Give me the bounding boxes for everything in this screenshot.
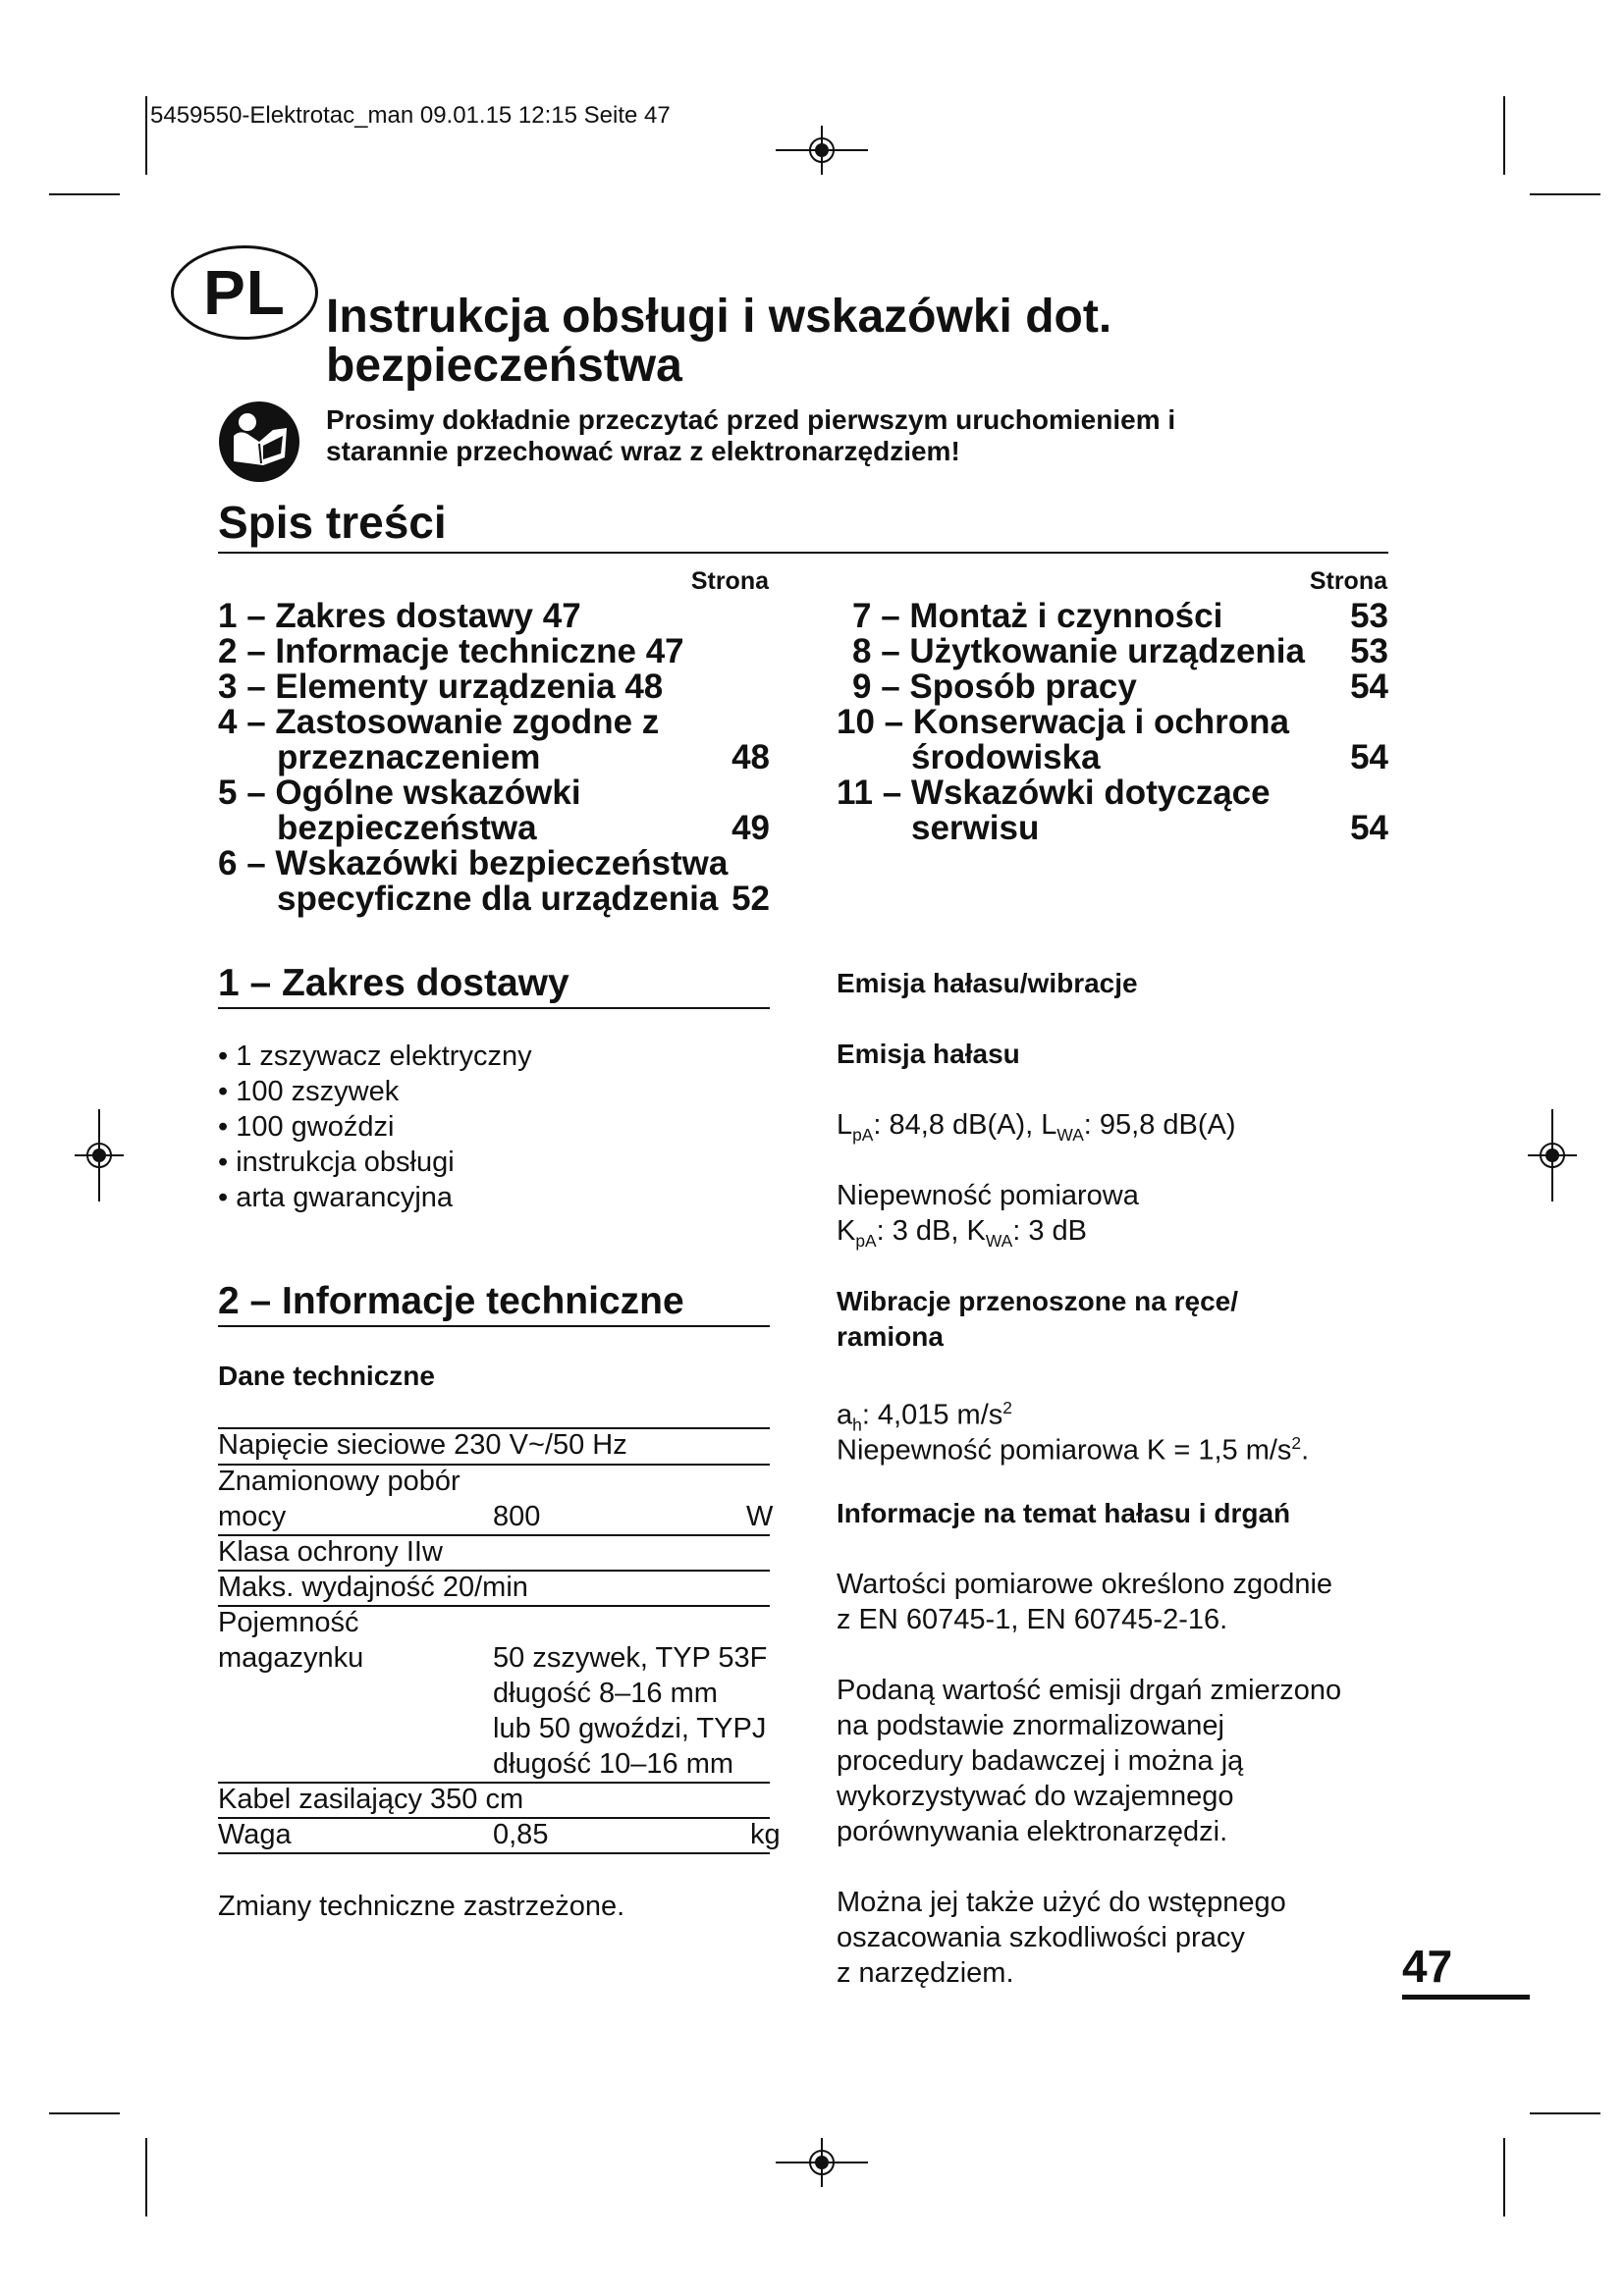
uncertainty-values: $K_{pA}$: 3 dB, $K_{WA}$: 3 dB (837, 1215, 1088, 1251)
toc-page: 54 (1350, 667, 1388, 706)
vibration-uncertainty: Niepewność pomiarowa K = 1,5 $m/s^2$. (837, 1433, 1310, 1467)
text-line: procedury badawczej i można ją (837, 1745, 1244, 1777)
toc-right (837, 599, 1388, 854)
kpa-sub: pA (855, 1230, 877, 1251)
ah-sub: h (852, 1415, 862, 1435)
toc-entry: 7 – Montaż i czynności (852, 597, 1223, 635)
table-cell: kg (750, 1819, 781, 1850)
text-line: oszacowania szkodliwości pracy (837, 1922, 1245, 1953)
toc-page: 49 (731, 809, 770, 847)
lwa-value: : 95,8 dB(A) (1083, 1109, 1236, 1141)
title-line-1: Instrukcja obsługi i wskazówki dot. (326, 291, 1112, 343)
toc-entry: środowiska (911, 738, 1101, 776)
table-rule (218, 1852, 770, 1854)
table-cell: mocy (218, 1501, 287, 1532)
text-line: na podstawie znormalizowanej (837, 1710, 1224, 1741)
toc-entry: 9 – Sposób pracy (852, 667, 1137, 706)
toc-entry: serwisu (911, 809, 1040, 847)
toc-page-label-right: Strona (1309, 567, 1387, 595)
vibration-value: $a_h$: 4,015 $m/s^2$ (837, 1398, 1012, 1435)
table-cell: Waga (218, 1819, 292, 1850)
text-line: z narzędziem. (837, 1957, 1014, 1989)
registration-mark-icon (776, 2138, 868, 2187)
toc-page: 53 (1350, 632, 1388, 670)
table-cell: 0,85 (493, 1819, 549, 1850)
table-cell: W (746, 1501, 774, 1532)
section-1-heading: 1 – Zakres dostawy (218, 962, 569, 1004)
warning-line-2: starannie przechować wraz z elektronarzędziem! (326, 436, 960, 466)
crop-mark (49, 193, 120, 195)
crop-mark (1530, 193, 1600, 195)
registration-mark-icon (75, 1109, 124, 1201)
toc-entry: specyficzne dla urządzenia (277, 880, 719, 918)
table-cell: 50 zszywek, TYP 53F (493, 1642, 768, 1674)
list-item: • 100 zszywek (218, 1074, 768, 1109)
lpa-sub: pA (852, 1124, 874, 1145)
vibration-heading-2: ramiona (837, 1321, 944, 1352)
info-heading: Informacje na temat hałasu i drgań (837, 1498, 1291, 1528)
tech-data-table (218, 1427, 782, 1859)
table-cell: długość 8–16 mm (493, 1678, 718, 1709)
toc-entry: 6 – Wskazówki bezpieczeństwa (218, 844, 729, 882)
registration-mark-icon (776, 126, 868, 175)
toc-entry: 8 – Użytkowanie urządzenia (852, 632, 1305, 670)
section-2-rule (218, 1325, 770, 1327)
toc-entry: bezpieczeństwa (277, 809, 537, 847)
text-line: Można jej także użyć do wstępnego (837, 1887, 1286, 1918)
table-cell: lub 50 gwoździ, TYPJ (493, 1713, 767, 1744)
kwa-value: : 3 dB (1012, 1215, 1088, 1247)
table-cell: Pojemność (218, 1607, 359, 1638)
safety-warning (326, 404, 1308, 467)
emission-heading: Emisja hałasu (837, 1039, 1020, 1069)
tech-data-subheading: Dane techniczne (218, 1361, 435, 1391)
toc-rule (218, 552, 1388, 554)
vibration-heading-1: Wibracje przenoszone na ręce/ (837, 1286, 1238, 1316)
toc-entry: 5 – Ogólne wskazówki (218, 774, 581, 812)
toc-page: 48 (731, 738, 770, 776)
tech-note: Zmiany techniczne zastrzeżone. (218, 1891, 625, 1922)
toc-entry: 11 – Wskazówki dotyczące (837, 774, 1271, 812)
toc-page: 52 (731, 880, 770, 918)
table-cell: magazynku (218, 1642, 364, 1674)
crop-mark (1503, 96, 1505, 175)
text-line: Wartości pomiarowe określono zgodnie (837, 1569, 1333, 1600)
table-row: Klasa ochrony IIw (218, 1536, 443, 1568)
uncert2-end: . (1301, 1434, 1310, 1467)
warning-line-1: Prosimy dokładnie przeczytać przed pierwszym uruchomieniem i (326, 404, 1176, 435)
registration-mark-icon (1528, 1109, 1577, 1201)
toc-entry: 4 – Zastosowanie zgodne z (218, 703, 660, 741)
text-line: porównywania elektronarzędzi. (837, 1816, 1228, 1847)
table-cell: długość 10–16 mm (493, 1748, 734, 1780)
read-manual-icon (218, 400, 300, 483)
page-number: 47 (1402, 1941, 1453, 1992)
table-row: Maks. wydajność 20/min (218, 1572, 528, 1603)
lwa-sub: WA (1056, 1124, 1084, 1145)
list-item: • 100 gwoździ (218, 1109, 768, 1145)
paragraph-3 (837, 1885, 1286, 1991)
toc-entry: 2 – Informacje techniczne 47 (218, 632, 684, 670)
crop-mark (145, 2138, 147, 2216)
text-line: z EN 60745-1, EN 60745-2-16. (837, 1604, 1228, 1635)
toc-page-label-left: Strona (690, 567, 769, 595)
toc-page: 54 (1350, 809, 1388, 847)
uncertainty-label: Niepewność pomiarowa (837, 1180, 1139, 1211)
language-badge: PL (171, 245, 318, 340)
lpa-value: : 84,8 dB(A), L (873, 1109, 1057, 1141)
crop-mark (1503, 2138, 1505, 2216)
paragraph-2 (837, 1673, 1341, 1849)
ah-value: : 4,015 m/s (861, 1399, 1003, 1431)
noise-heading: Emisja hałasu/wibracje (837, 968, 1138, 998)
crop-mark (49, 2112, 120, 2114)
table-row: Napięcie sieciowe 230 V~/50 Hz (218, 1429, 627, 1461)
toc-heading: Spis treści (218, 497, 447, 548)
kpa-value: : 3 dB, K (876, 1215, 986, 1247)
toc-entry: przeznaczeniem (277, 738, 541, 776)
table-cell: 800 (493, 1501, 541, 1532)
title-line-2: bezpieczeństwa (326, 340, 682, 392)
list-item: • arta gwarancyjna (218, 1180, 768, 1215)
toc-entry: 1 – Zakres dostawy 47 (218, 597, 581, 635)
kwa-sub: WA (985, 1230, 1013, 1251)
toc-left (218, 599, 770, 923)
crop-mark (145, 96, 147, 175)
section-1-rule (218, 1007, 770, 1009)
toc-entry: 10 – Konserwacja i ochrona (837, 703, 1290, 741)
list-item: • instrukcja obsługi (218, 1145, 768, 1180)
page-title (326, 293, 1210, 391)
toc-page: 53 (1350, 597, 1388, 635)
table-cell: Znamionowy pobór (218, 1466, 460, 1497)
toc-page: 54 (1350, 738, 1388, 776)
paragraph-1 (837, 1567, 1332, 1637)
table-row: Kabel zasilający 350 cm (218, 1784, 524, 1815)
delivery-list (218, 1039, 768, 1215)
text-line: Podaną wartość emisji drgań zmierzono (837, 1675, 1342, 1706)
list-item: • 1 zszywacz elektryczny (218, 1039, 768, 1074)
page-number-rule (1402, 1995, 1530, 2000)
text-line: wykorzystywać do wzajemnego (837, 1781, 1234, 1812)
crop-mark (1530, 2112, 1600, 2114)
section-2-heading: 2 – Informacje techniczne (218, 1280, 684, 1322)
toc-entry: 3 – Elementy urządzenia 48 (218, 667, 664, 706)
print-header: 5459550-Elektrotac_man 09.01.15 12:15 Seite 47 (150, 102, 671, 129)
noise-levels: $L_{pA}$: 84,8 dB(A), $L_{WA}$: 95,8 dB(A) (837, 1109, 1236, 1145)
uncert2-text: Niepewność pomiarowa K = 1,5 m/s (837, 1434, 1292, 1467)
